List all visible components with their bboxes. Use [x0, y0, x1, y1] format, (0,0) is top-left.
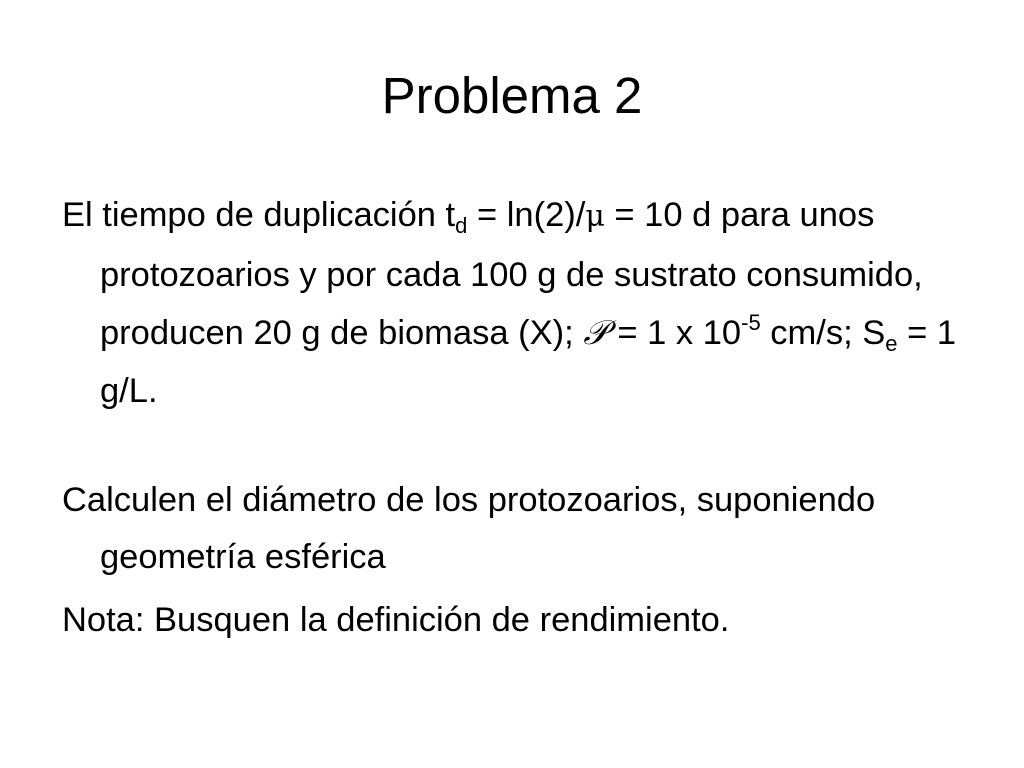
statement-text-4: = 1 x 10 [607, 314, 742, 352]
task-statement: Calculen el diámetro de los protozoarios, suponiendo geometría esférica [62, 481, 876, 576]
slide-body [62, 186, 982, 649]
note-statement: Nota: Busquen la definición de rendimiento. [62, 601, 730, 639]
statement-text-5: cm/s; S [760, 314, 886, 352]
mu-symbol: μ [585, 199, 605, 234]
exponent: -5 [741, 310, 761, 335]
problem-statement [62, 186, 982, 420]
subscript-e: e [885, 331, 898, 356]
permeability-symbol: 𝒫 [583, 313, 608, 353]
subscript-d: d [455, 213, 468, 238]
statement-text-6: = 1 g/L. [100, 314, 957, 410]
slide-title: Problema 2 [381, 67, 643, 124]
statement-text-3: = 10 d para unos protozoarios y por cada 100 g de sustrato consumido, producen 20 g de biomasa (X); [100, 196, 923, 352]
statement-text-2: = ln(2)/ [467, 196, 586, 234]
statement-text-1: El tiempo de duplicación t [62, 196, 456, 234]
